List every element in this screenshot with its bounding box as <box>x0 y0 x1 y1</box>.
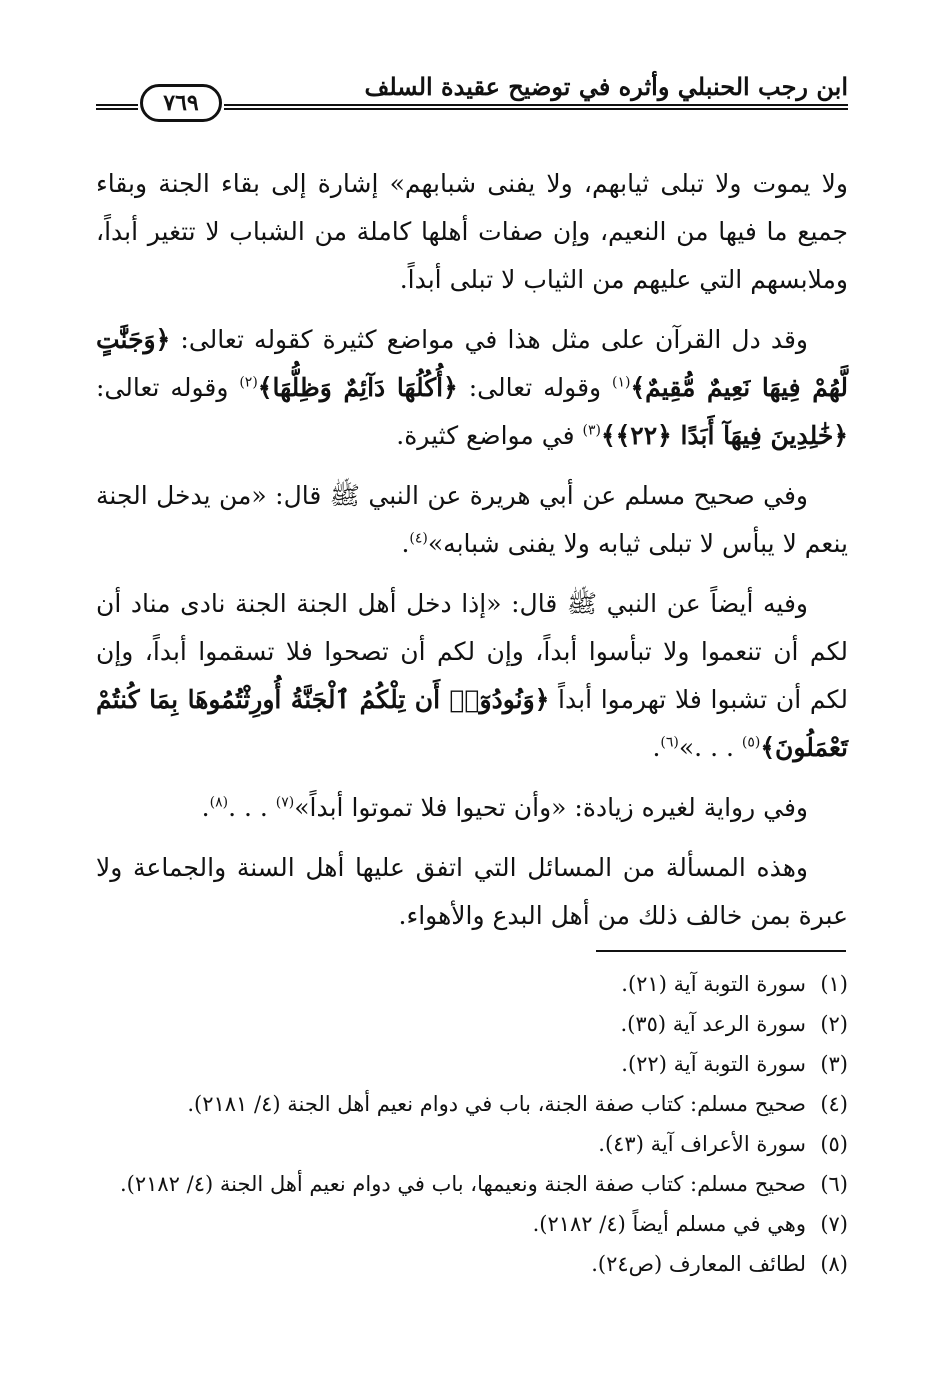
footnote-number: (٧) <box>820 1212 848 1236</box>
text-run: ولا يموت ولا تبلى ثيابهم، ولا يفنى شبابهم» إشارة إلى بقاء الجنة وبقاء جميع ما فيها من النعيم، وإن صفات أهلها كاملة من الشباب لا تتغير أبداً، وملابسهم التي عليهم من الثياب لا تبلى أبداً. <box>96 169 848 294</box>
footnote-text: وهي في مسلم أيضاً (٤/ ٢١٨٢). <box>532 1212 806 1236</box>
text-run: . <box>652 733 661 762</box>
footnote-text: سورة التوبة آية (٢١). <box>621 972 806 996</box>
text-run: وقوله تعالى: <box>96 373 240 402</box>
quran-verse: ﴿وَجَنَّٰتٍ لَّهُمْ فِيهَا نَعِيمٌ مُّقِيمٌ﴾ <box>96 325 849 402</box>
footnote-item <box>96 1246 848 1282</box>
footnote-number: (٢) <box>820 1012 848 1036</box>
footnote-item <box>96 1166 848 1202</box>
paragraph <box>96 316 848 460</box>
paragraph <box>96 784 848 832</box>
footnote-number: (٣) <box>820 1052 848 1076</box>
page-header <box>96 68 848 124</box>
paragraph <box>96 844 848 940</box>
text-run: في مواضع كثيرة. <box>396 421 583 450</box>
footnote-text: سورة التوبة آية (٢٢). <box>621 1052 806 1076</box>
paragraph <box>96 160 848 304</box>
running-title: ابن رجب الحنبلي وأثره في توضيح عقيدة السلف <box>364 72 848 101</box>
text-run: . <box>401 529 410 558</box>
quran-verse: ﴿خَٰلِدِينَ فِيهَآ أَبَدًا ﴿٢٢﴾﴾ <box>600 421 848 450</box>
footnote-text: سورة الأعراف آية (٤٣). <box>598 1132 806 1156</box>
footnote-text: صحيح مسلم: كتاب صفة الجنة، باب في دوام نعيم أهل الجنة (٤/ ٢١٨١). <box>187 1092 806 1116</box>
footnote-text: صحيح مسلم: كتاب صفة الجنة ونعيمها، باب في دوام نعيم أهل الجنة (٤/ ٢١٨٢). <box>119 1172 806 1196</box>
text-run: وفي صحيح مسلم عن أبي هريرة عن النبي ﷺ قال: «من يدخل الجنة ينعم لا يبأس لا تبلى ثيابه ولا يفنى شبابه» <box>96 481 848 558</box>
page-number: ٧٦٩ <box>140 84 222 122</box>
footnote-item <box>96 1086 848 1122</box>
footnote-number: (١) <box>820 972 848 996</box>
quran-verse: ﴿وَنُودُوٓا۟ أَن تِلْكُمُ ٱلْجَنَّةُ أُورِثْتُمُوهَا بِمَا كُنتُمْ تَعْمَلُونَ﴾ <box>96 685 848 762</box>
footnote-item <box>96 1006 848 1042</box>
text-run: وقد دل القرآن على مثل هذا في مواضع كثيرة كقوله تعالى: <box>170 325 808 354</box>
footnote-number: (٤) <box>820 1092 848 1116</box>
text-run: وقوله تعالى: <box>457 373 613 402</box>
quran-verse: ﴿أُكُلُهَا دَآئِمٌ وَظِلُّهَا﴾ <box>257 373 458 402</box>
footnote-ref[interactable]: (٢) <box>239 374 258 391</box>
footnote-ref[interactable]: (٨) <box>209 794 229 811</box>
footnote-number: (٥) <box>820 1132 848 1156</box>
text-run: وهذه المسألة من المسائل التي اتفق عليها أهل السنة والجماعة ولا عبرة بمن خالف ذلك من أهل البدع والأهواء. <box>96 853 848 930</box>
footnote-ref[interactable]: (١) <box>612 374 631 391</box>
header-rule <box>224 104 848 110</box>
footnote-number: (٨) <box>820 1252 848 1276</box>
footnote-ref[interactable]: (٣) <box>582 422 601 439</box>
footnote-item <box>96 1126 848 1162</box>
footnote-ref[interactable]: (٦) <box>660 734 679 751</box>
text-run: وفي رواية لغيره زيادة: «وأن تحيوا فلا تموتوا أبداً» <box>294 793 808 822</box>
paragraph <box>96 472 848 568</box>
footnote-text: لطائف المعارف (ص٢٤). <box>591 1252 806 1276</box>
footnote-item <box>96 1206 848 1242</box>
footnote-number: (٦) <box>820 1172 848 1196</box>
paragraph <box>96 580 848 772</box>
footnote-separator <box>596 950 846 952</box>
footnote-ref[interactable]: (٥) <box>741 734 761 751</box>
footnote-item <box>96 1046 848 1082</box>
main-text <box>96 160 848 952</box>
footnote-ref[interactable]: (٧) <box>275 794 295 811</box>
text-run: . . .» <box>678 733 742 762</box>
footnote-text: سورة الرعد آية (٣٥). <box>620 1012 806 1036</box>
footnote-item <box>96 966 848 1002</box>
footnotes <box>96 966 848 1286</box>
text-run: . . . <box>228 793 276 822</box>
text-run: وفيه أيضاً عن النبي ﷺ قال: «إذا دخل أهل الجنة الجنة نادى مناد أن لكم أن تنعموا ولا تبأسوا أبداً، وإن لكم أن تصحوا فلا تسقموا أبداً، وإن لكم أن تشبوا فلا تهرموا أبداً <box>96 589 848 714</box>
footnote-ref[interactable]: (٤) <box>409 530 428 547</box>
header-rule-left <box>96 104 138 110</box>
text-run: . <box>201 793 210 822</box>
